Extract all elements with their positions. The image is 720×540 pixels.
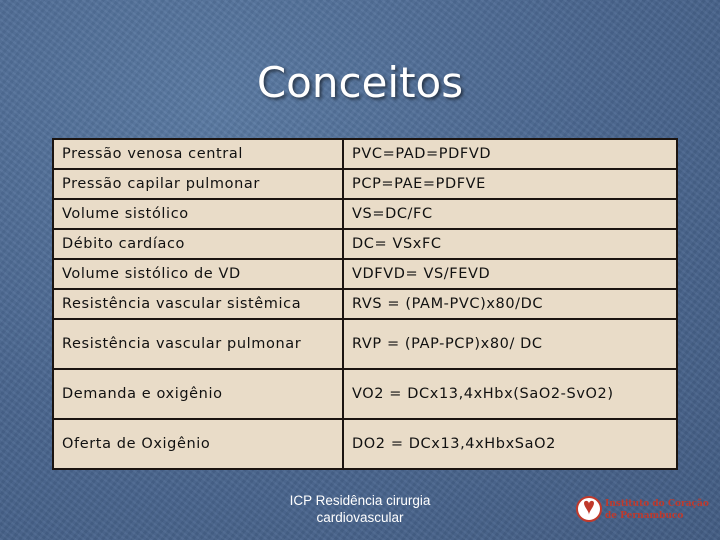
row-label: Pressão venosa central: [53, 139, 343, 169]
table-row: [53, 139, 677, 169]
footer-line: ICP Residência cirurgia: [289, 493, 431, 508]
row-formula: DO2 = DCx13,4xHbxSaO2: [343, 419, 677, 469]
row-label: Volume sistólico: [53, 199, 343, 229]
footer-line: cardiovascular: [316, 510, 404, 525]
row-formula: RVS = (PAM-PVC)x80/DC: [343, 289, 677, 319]
row-label: Pressão capilar pulmonar: [53, 169, 343, 199]
table-row: [53, 289, 677, 319]
table-row: [53, 419, 677, 469]
table-row: [53, 169, 677, 199]
row-formula: VO2 = DCx13,4xHbx(SaO2-SvO2): [343, 369, 677, 419]
concepts-table: [52, 138, 678, 470]
logo-text-line1: Instituto do Coração: [605, 499, 709, 509]
slide-title: Conceitos: [256, 58, 464, 107]
row-formula: PVC=PAD=PDFVD: [343, 139, 677, 169]
row-formula: RVP = (PAP-PCP)x80/ DC: [343, 319, 677, 369]
table-row: [53, 229, 677, 259]
row-label: Volume sistólico de VD: [53, 259, 343, 289]
table-row: [53, 199, 677, 229]
row-label: Demanda e oxigênio: [53, 369, 343, 419]
row-label: Resistência vascular pulmonar: [53, 319, 343, 369]
row-formula: DC= VSxFC: [343, 229, 677, 259]
row-label: Débito cardíaco: [53, 229, 343, 259]
row-formula: PCP=PAE=PDFVE: [343, 169, 677, 199]
row-formula: VDFVD= VS/FEVD: [343, 259, 677, 289]
row-formula: VS=DC/FC: [343, 199, 677, 229]
institute-logo: [576, 492, 709, 526]
logo-text-line2: de Pernambuco: [605, 511, 684, 521]
row-label: Resistência vascular sistêmica: [53, 289, 343, 319]
table-row: [53, 259, 677, 289]
table-row: [53, 369, 677, 419]
table-row: [53, 319, 677, 369]
row-label: Oferta de Oxigênio: [53, 419, 343, 469]
footer-text: [260, 492, 460, 526]
